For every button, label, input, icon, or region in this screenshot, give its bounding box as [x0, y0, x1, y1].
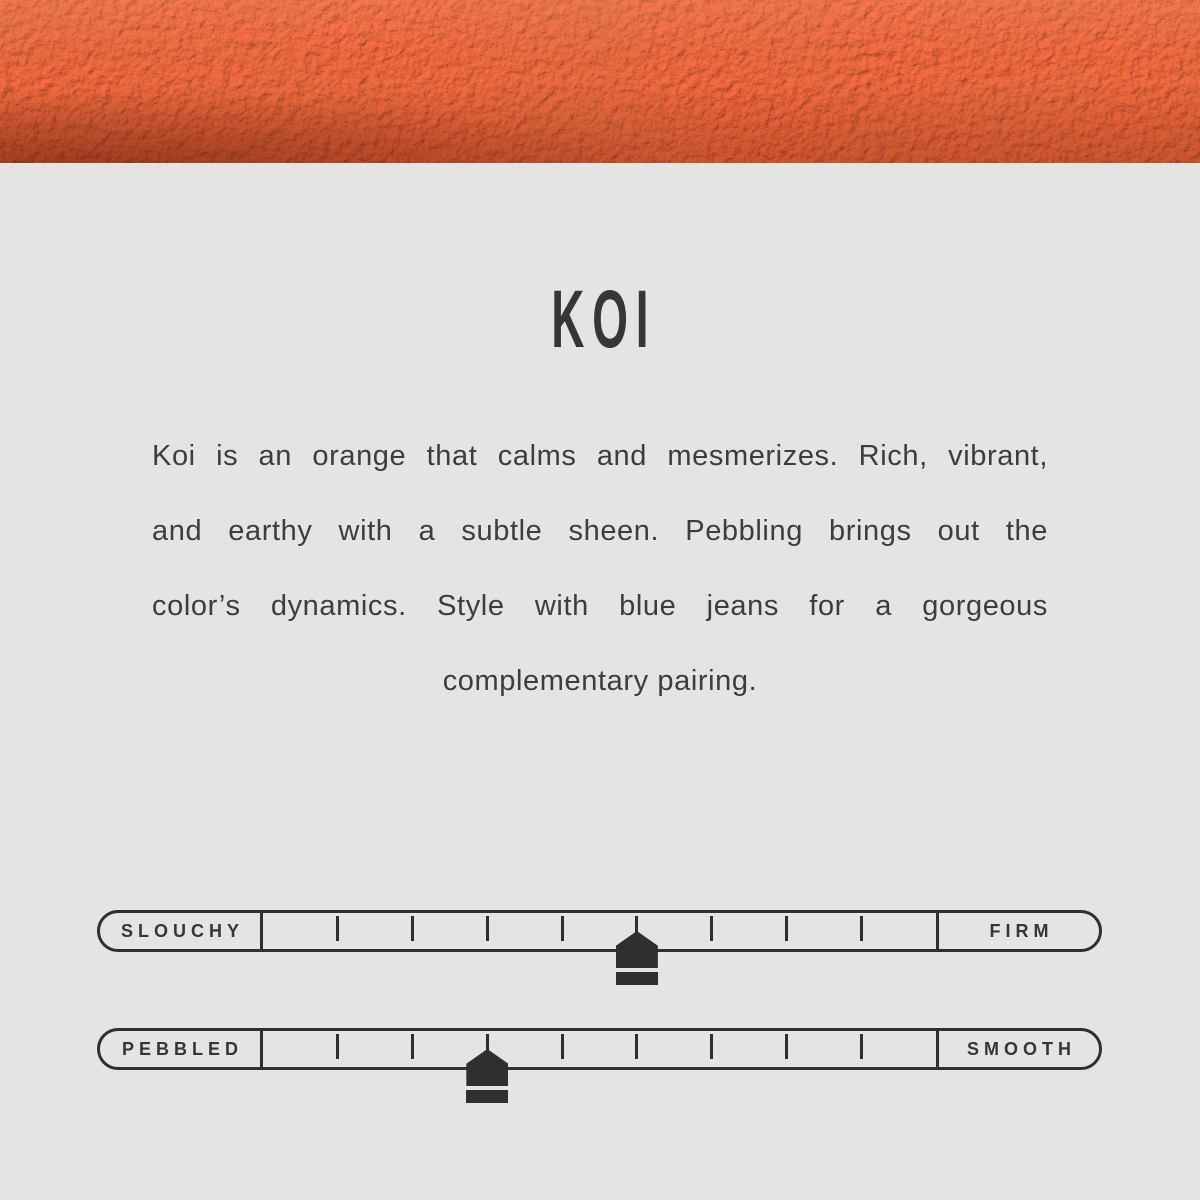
tick-mark — [860, 916, 863, 941]
slider-right-label: FIRM — [989, 920, 1054, 941]
color-description — [152, 419, 1048, 719]
slider-right-section — [936, 913, 1099, 949]
slider-marker — [466, 1031, 508, 1103]
tick-mark — [710, 916, 713, 941]
description-line: complementary pairing. — [442, 665, 758, 697]
slider-marker — [616, 913, 658, 985]
tick-mark — [785, 916, 788, 941]
marker-base-bar — [466, 1090, 508, 1103]
tick-mark — [336, 916, 339, 941]
description-line: Koi is an orange that calms and mesmerizes. Rich, vibrant, — [152, 440, 1048, 472]
tick-mark — [411, 916, 414, 941]
slider-track — [263, 1031, 936, 1067]
slider-left-label: SLOUCHY — [120, 920, 244, 941]
slider-left-section — [100, 913, 263, 949]
slider-track — [263, 913, 936, 949]
slider-left-section — [100, 1031, 263, 1067]
tick-mark — [710, 1034, 713, 1059]
slider-right-label: SMOOTH — [967, 1038, 1076, 1059]
tick-mark — [635, 1034, 638, 1059]
slider-left-label: PEBBLED — [121, 1038, 243, 1059]
tick-mark — [411, 1034, 414, 1059]
marker-pointer-icon — [466, 1049, 508, 1086]
slider-texture — [97, 1028, 1102, 1070]
slider-structure — [97, 910, 1102, 952]
tick-mark — [561, 1034, 564, 1059]
leather-swatch-photo — [0, 0, 1200, 163]
marker-base-bar — [616, 972, 658, 985]
tick-mark — [561, 916, 564, 941]
color-name-title: KOI — [551, 274, 657, 365]
tick-mark — [785, 1034, 788, 1059]
slider-right-section — [936, 1031, 1099, 1067]
tick-mark — [860, 1034, 863, 1059]
tick-mark — [336, 1034, 339, 1059]
marker-pointer-icon — [616, 931, 658, 968]
description-line: and earthy with a subtle sheen. Pebbling brings out the — [152, 515, 1048, 547]
tick-mark — [486, 916, 489, 941]
description-line: color’s dynamics. Style with blue jeans for a gorgeous — [152, 590, 1048, 622]
